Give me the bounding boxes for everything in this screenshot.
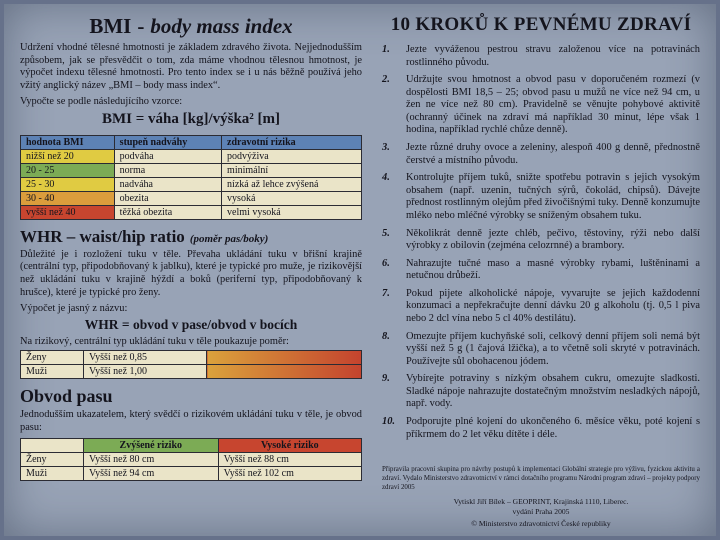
bmi-risk-cell: podvýživa [222,149,362,163]
waist-increased-cell: Vyšší než 80 cm [84,452,219,466]
step-item [382,228,700,253]
whr-table-intro: Na rizikový, centrální typ ukládání tuku v těle poukazuje poměr: [20,335,289,347]
risk-gradient-bar [207,351,362,365]
step-item [382,331,700,369]
footer-publisher-line2: vydání Praha 2005 [512,506,570,516]
whr-formula-intro: Výpočet je jasný z názvu: [20,302,128,314]
bmi-risk-cell: minimální [222,163,362,177]
waist-table-row [21,452,362,466]
bmi-range-cell: 20 - 25 [21,163,115,177]
step-number: 4. [382,172,390,184]
step-item [382,172,700,222]
footer-copyright: © Ministerstvo zdravotnictví České republiky [471,519,611,528]
bmi-table-head [21,135,362,149]
step-number: 9. [382,373,390,385]
waist-group-cell: Muži [21,466,84,480]
step-text: Omezujte příjem kuchyňské soli, celkový denní příjem soli nemá být vyšší než 5 g (1 čajová lžička), a to včetně soli skryté v potravinách. Používejte sůl obohacenou jódem. [406,330,700,367]
bmi-table-header-risk: zdravotní rizika [222,135,362,149]
waist-table-row [21,466,362,480]
waist-header-increased: Zvýšené riziko [84,438,219,452]
bmi-range-cell: vyšší než 40 [21,205,115,219]
waist-section-title: Obvod pasu [20,386,113,407]
whr-title-suffix: (poměr pas/boky) [189,232,269,245]
bmi-grade-cell: obezita [114,191,221,205]
whr-table-row [21,351,362,365]
bmi-section-title [20,14,362,39]
footer [382,466,700,528]
bmi-formula: BMI = váha [kg]/výška² [m] [101,110,281,127]
right-column [382,14,700,528]
bmi-risk-cell: vysoká [222,191,362,205]
step-text: Jezte různé druhy ovoce a zeleniny, alespoň 400 g denně, přednostně čerstvé a místního původu. [406,142,700,166]
waist-high-cell: Vyšší než 88 cm [218,452,361,466]
waist-header-empty [21,438,84,452]
bmi-table [20,135,362,220]
step-text: Několikrát denně jezte chléb, pečivo, těstoviny, rýži nebo další výrobky z obilovin (zejména celozrnné) a brambory. [406,227,700,252]
step-number: 8. [382,330,390,342]
footer-publisher-line1: Vytiskl Jiří Bílek – GEOPRINT, Krajinská 1110, Liberec. [453,496,629,506]
waist-table-body [21,452,362,480]
left-column [20,14,362,528]
whr-group-cell: Ženy [21,351,84,365]
whr-section-title [20,227,362,247]
bmi-table-row [21,149,362,163]
whr-table-body [21,351,362,379]
waist-group-cell: Ženy [21,452,84,466]
risk-gradient-bar [207,365,362,379]
bmi-table-header-value: hodnota BMI [21,135,115,149]
whr-table-row [21,365,362,379]
bmi-grade-cell: nadváha [114,177,221,191]
bmi-title-italic: body mass index [150,14,293,38]
step-number: 1. [382,44,390,55]
bmi-intro-paragraph: Udržení vhodné tělesné hmotnosti je základem zdravého života. Nejjednodušším způsobem, jak se přesvědčit o tom, zda máme vhodnou tělesnou hmotnost, je výpočet indexu tělesné hmotnosti. Pro tento index se i u nás běžně používá jeho vžitý anglický název „BMI – body mass index“. [20,42,362,92]
bmi-grade-cell: podváha [114,149,221,163]
bmi-table-row [21,163,362,177]
step-number: 10. [382,416,395,428]
step-number: 5. [382,227,390,239]
bmi-table-body [21,149,362,219]
leaflet-page [4,4,716,536]
step-text: Podporujte plné kojení do ukončeného 6. měsíce věku, poté kojení s příkrmem do 2 let věku dítěte i déle. [406,416,700,440]
step-number: 3. [382,142,390,154]
step-text: Vybírejte potraviny s nízkým obsahem cukru, omezujte sladkosti. Sladké nápoje nahrazujte dostatečným množstvím nesladkých nápojů, např. vody. [406,373,700,410]
whr-title-main: WHR – waist/hip ratio [20,226,185,246]
bmi-title-abbr: BMI [89,14,132,38]
step-number: 2. [382,74,390,86]
steps-title: 10 KROKŮ K PEVNÉMU ZDRAVÍ [390,14,692,35]
step-text: Nahrazujte tučné maso a masné výrobky rybami, luštěninami a netučnou drůbeží. [406,257,700,282]
step-number: 6. [382,257,390,269]
step-item [382,416,700,441]
bmi-table-row [21,205,362,219]
whr-formula: WHR = obvod v pase/obvod v bocích [84,316,298,332]
step-text: Udržujte svou hmotnost a obvod pasu v doporučeném rozmezí (v dospělosti BMI 18,5 – 25; obvod pasu u mužů ne více než 94 cm, u žen ne více než 80 cm). Pravidelně se věnujte pohybové aktivitě (ochranný účinek na zdraví má například 30 minut, lépe však 1 hodina, například rychlé chůze denně). [406,74,700,136]
waist-increased-cell: Vyšší než 94 cm [84,466,219,480]
bmi-table-row [21,177,362,191]
whr-group-cell: Muži [21,365,84,379]
waist-paragraph: Jednodušším ukazatelem, který svědčí o rizikovém ukládání tuku v těle, je obvod pasu: [20,409,362,433]
bmi-range-cell: 30 - 40 [21,191,115,205]
step-item [382,142,700,167]
waist-high-cell: Vyšší než 102 cm [218,466,361,480]
bmi-range-cell: nižší než 20 [21,149,115,163]
waist-table-header-row [21,438,362,452]
bmi-grade-cell: těžká obezita [114,205,221,219]
bmi-table-header-grade: stupeň nadváhy [114,135,221,149]
whr-value-cell: Vyšší než 0,85 [84,351,207,365]
bmi-risk-cell: nízká až lehce zvýšená [222,177,362,191]
bmi-title-separator: - [137,14,145,38]
waist-table-head [21,438,362,452]
bmi-risk-cell: velmi vysoká [222,205,362,219]
bmi-table-row [21,191,362,205]
step-item [382,74,700,137]
step-text: Jezte vyváženou pestrou stravu založenou více na potravinách rostlinného původu. [406,44,700,68]
whr-table [20,350,362,379]
footer-credits: Připravila pracovní skupina pro návrhy postupů k implementaci Globální strategie pro výživu, fyzickou aktivitu a zdraví. Vydalo Ministerstvo zdravotnictví v rámci dotačního programu Národní program zdraví – projekty podpory zdraví 2005 [382,465,700,491]
step-item [382,288,700,326]
bmi-table-header-row [21,135,362,149]
waist-table [20,438,362,481]
step-text: Kontrolujte příjem tuků, snižte spotřebu potravin s jejich vysokým obsahem (např. uzenin, tučných sýrů, čokolád, chipsů). Dávejte přednost rostlinným olejům před živočišnými tuky. Denně konzumujte mléko nebo mléčné výrobky se sníženým obsahem tuku. [406,172,700,221]
bmi-grade-cell: norma [114,163,221,177]
step-number: 7. [382,287,390,299]
step-item [382,258,700,283]
step-item [382,373,700,411]
bmi-range-cell: 25 - 30 [21,177,115,191]
whr-paragraph: Důležité je i rozložení tuku v těle. Převaha ukládání tuku v břišní krajině (centrální typ, připodobňovaný k jablku), které je typické pro muže, je rizikovější než ukládání tuku v krajině hýždí a boků (periferní typ, připodobňovaný k hrušce), které je typické pro ženy. [20,248,362,298]
waist-header-high: Vysoké riziko [218,438,361,452]
step-text: Pokud pijete alkoholické nápoje, vyvarujte se jejich každodenní konzumaci a nepřekračujte denní dávku 20 g alkoholu (tj. 0,5 l piva nebo 2 dcl vína nebo 5 cl 40% destilátu). [406,287,700,324]
bmi-formula-intro: Vypočte se podle následujícího vzorce: [20,95,183,107]
whr-value-cell: Vyšší než 1,00 [84,365,207,379]
step-item [382,44,700,69]
